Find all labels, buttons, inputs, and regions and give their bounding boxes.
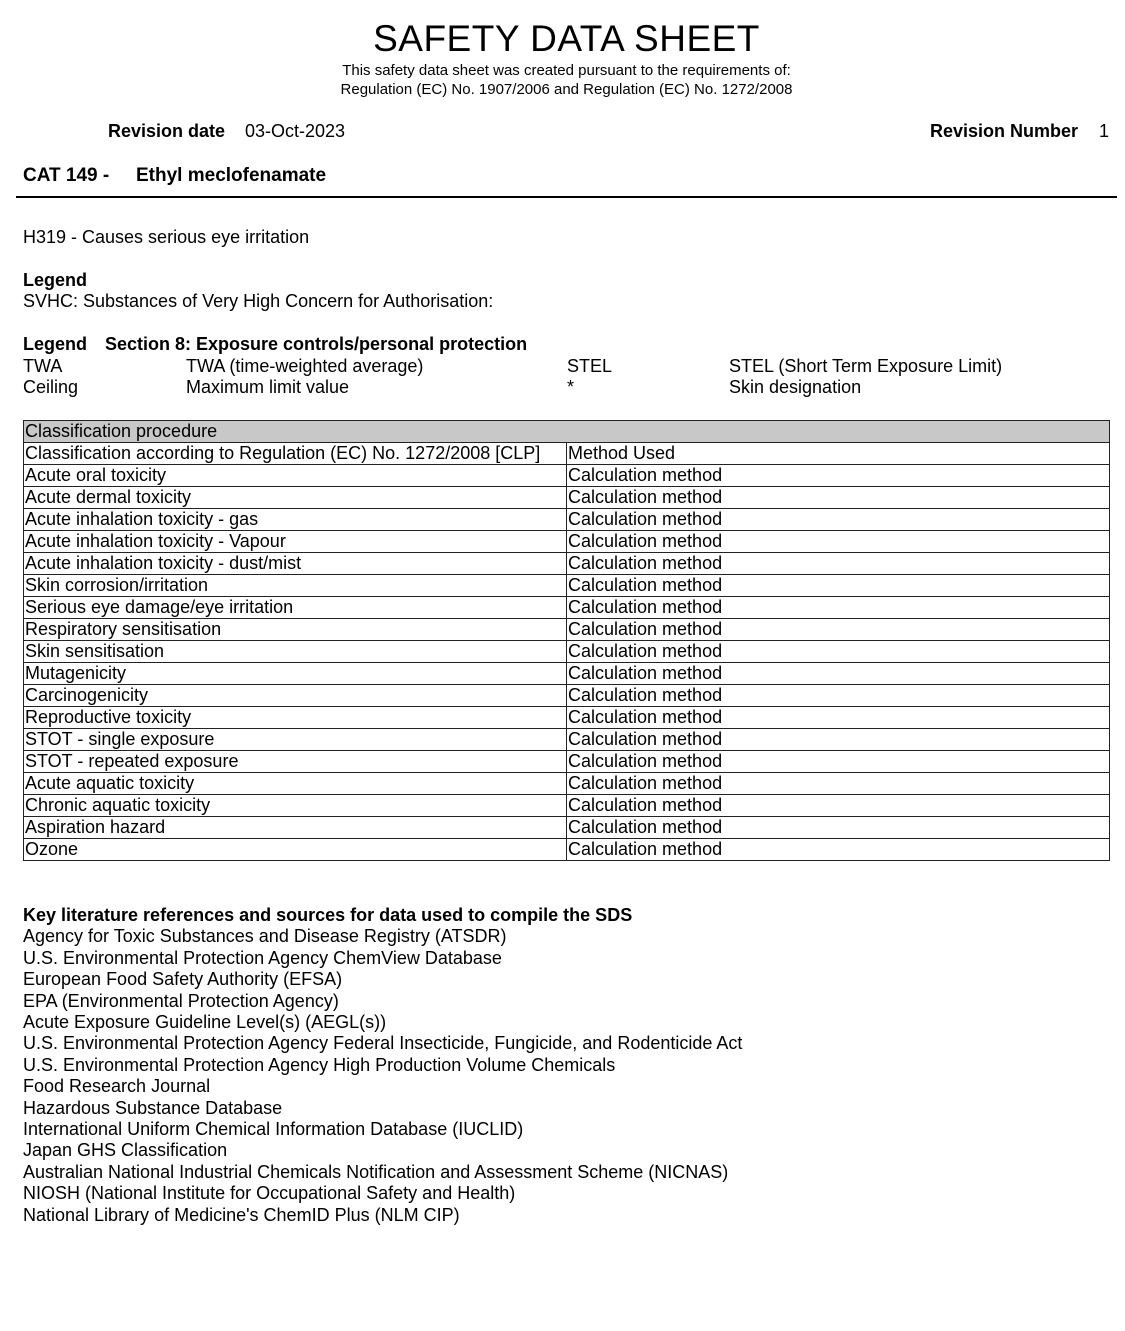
reference-item: International Uniform Chemical Information Database (IUCLID) [23, 1119, 524, 1140]
legend-abbr: TWA [23, 356, 63, 376]
hazard-statement: H319 - Causes serious eye irritation [23, 227, 310, 247]
method-used: Calculation method [567, 553, 1110, 575]
legend-abbr: * [567, 377, 575, 397]
reference-item: U.S. Environmental Protection Agency ChemView Database [23, 947, 502, 968]
legend-abbr: Ceiling [23, 377, 79, 397]
method-used: Calculation method [567, 773, 1110, 795]
method-used: Calculation method [567, 597, 1110, 619]
table-row [24, 509, 1110, 531]
hazard-class: Acute aquatic toxicity [24, 773, 567, 795]
table-row [24, 663, 1110, 685]
hazard-class: Respiratory sensitisation [24, 619, 567, 641]
hazard-class: Mutagenicity [24, 663, 567, 685]
method-used: Calculation method [567, 487, 1110, 509]
table-row [24, 795, 1110, 817]
table-row [24, 619, 1110, 641]
revision-date-value: 03-Oct-2023 [245, 121, 346, 141]
hazard-class: Aspiration hazard [24, 817, 567, 839]
hazard-class: Carcinogenicity [24, 685, 567, 707]
references-section [23, 905, 742, 1226]
product-name: Ethyl meclofenamate [136, 165, 327, 186]
table-row [24, 597, 1110, 619]
hazard-class: STOT - repeated exposure [24, 751, 567, 773]
table-row [24, 553, 1110, 575]
hazard-class: Ozone [24, 839, 567, 861]
subtitle-line-1: This safety data sheet was created pursuant to the requirements of: [342, 62, 791, 79]
table-title: Classification procedure [24, 421, 1110, 443]
table-row [24, 531, 1110, 553]
header-divider [16, 196, 1117, 198]
classification-table [23, 420, 1110, 861]
hazard-class: Acute inhalation toxicity - gas [24, 509, 567, 531]
method-used: Calculation method [567, 641, 1110, 663]
reference-item: Japan GHS Classification [23, 1140, 228, 1161]
table-row [24, 465, 1110, 487]
reference-item: U.S. Environmental Protection Agency Federal Insecticide, Fungicide, and Rodenticide Act [23, 1033, 743, 1054]
reference-item: NIOSH (National Institute for Occupational Safety and Health) [23, 1183, 516, 1204]
table-row [24, 729, 1110, 751]
table-row [24, 641, 1110, 663]
method-used: Calculation method [567, 663, 1110, 685]
product-code: CAT 149 - [23, 165, 110, 186]
reference-item: U.S. Environmental Protection Agency High Production Volume Chemicals [23, 1054, 616, 1075]
reference-item: EPA (Environmental Protection Agency) [23, 990, 339, 1011]
revision-date-label: Revision date [108, 121, 226, 141]
method-used: Calculation method [567, 707, 1110, 729]
table-row [24, 575, 1110, 597]
revision-number-value: 1 [1099, 121, 1110, 141]
reference-item: Food Research Journal [23, 1076, 211, 1097]
column-header-classification: Classification according to Regulation (EC) No. 1272/2008 [CLP] [24, 443, 567, 465]
legend-svhc-text: SVHC: Substances of Very High Concern for Authorisation: [23, 291, 494, 311]
table-row [24, 685, 1110, 707]
hazard-class: Skin corrosion/irritation [24, 575, 567, 597]
hazard-class: Acute dermal toxicity [24, 487, 567, 509]
table-row [24, 751, 1110, 773]
method-used: Calculation method [567, 817, 1110, 839]
table-title-row [24, 421, 1110, 443]
method-used: Calculation method [567, 839, 1110, 861]
table-row [24, 817, 1110, 839]
references-heading: Key literature references and sources for data used to compile the SDS [23, 905, 633, 925]
method-used: Calculation method [567, 795, 1110, 817]
reference-item: Australian National Industrial Chemicals Notification and Assessment Scheme (NICNAS) [23, 1161, 729, 1182]
legend-meaning: Skin designation [729, 377, 862, 397]
table-row [24, 773, 1110, 795]
method-used: Calculation method [567, 729, 1110, 751]
page-title: SAFETY DATA SHEET [373, 18, 760, 59]
reference-item: National Library of Medicine's ChemID Plus (NLM CIP) [23, 1204, 460, 1225]
method-used: Calculation method [567, 509, 1110, 531]
legend-meaning: Maximum limit value [186, 377, 350, 397]
hazard-class: Serious eye damage/eye irritation [24, 597, 567, 619]
hazard-class: Chronic aquatic toxicity [24, 795, 567, 817]
hazard-class: Acute inhalation toxicity - Vapour [24, 531, 567, 553]
method-used: Calculation method [567, 531, 1110, 553]
reference-item: Hazardous Substance Database [23, 1097, 283, 1118]
method-used: Calculation method [567, 619, 1110, 641]
revision-number-label: Revision Number [930, 121, 1079, 141]
hazard-class: STOT - single exposure [24, 729, 567, 751]
table-row [24, 707, 1110, 729]
hazard-class: Acute inhalation toxicity - dust/mist [24, 553, 567, 575]
reference-item: Acute Exposure Guideline Level(s) (AEGL(s)) [23, 1012, 387, 1033]
reference-item: Agency for Toxic Substances and Disease Registry (ATSDR) [23, 926, 507, 947]
table-row [24, 839, 1110, 861]
method-used: Calculation method [567, 685, 1110, 707]
hazard-class: Acute oral toxicity [24, 465, 567, 487]
table-header-row [24, 443, 1110, 465]
legend-section8-heading: Legend [23, 334, 88, 354]
legend-meaning: STEL (Short Term Exposure Limit) [729, 356, 1003, 376]
reference-item: European Food Safety Authority (EFSA) [23, 969, 343, 990]
column-header-method: Method Used [567, 443, 1110, 465]
hazard-class: Reproductive toxicity [24, 707, 567, 729]
table-row [24, 487, 1110, 509]
subtitle-line-2: Regulation (EC) No. 1907/2006 and Regulation (EC) No. 1272/2008 [340, 81, 793, 98]
method-used: Calculation method [567, 751, 1110, 773]
method-used: Calculation method [567, 575, 1110, 597]
legend-section8-subheading: Section 8: Exposure controls/personal protection [105, 334, 528, 354]
legend-heading: Legend [23, 270, 88, 290]
legend-meaning: TWA (time-weighted average) [186, 356, 424, 376]
legend-abbr: STEL [567, 356, 613, 376]
method-used: Calculation method [567, 465, 1110, 487]
hazard-class: Skin sensitisation [24, 641, 567, 663]
